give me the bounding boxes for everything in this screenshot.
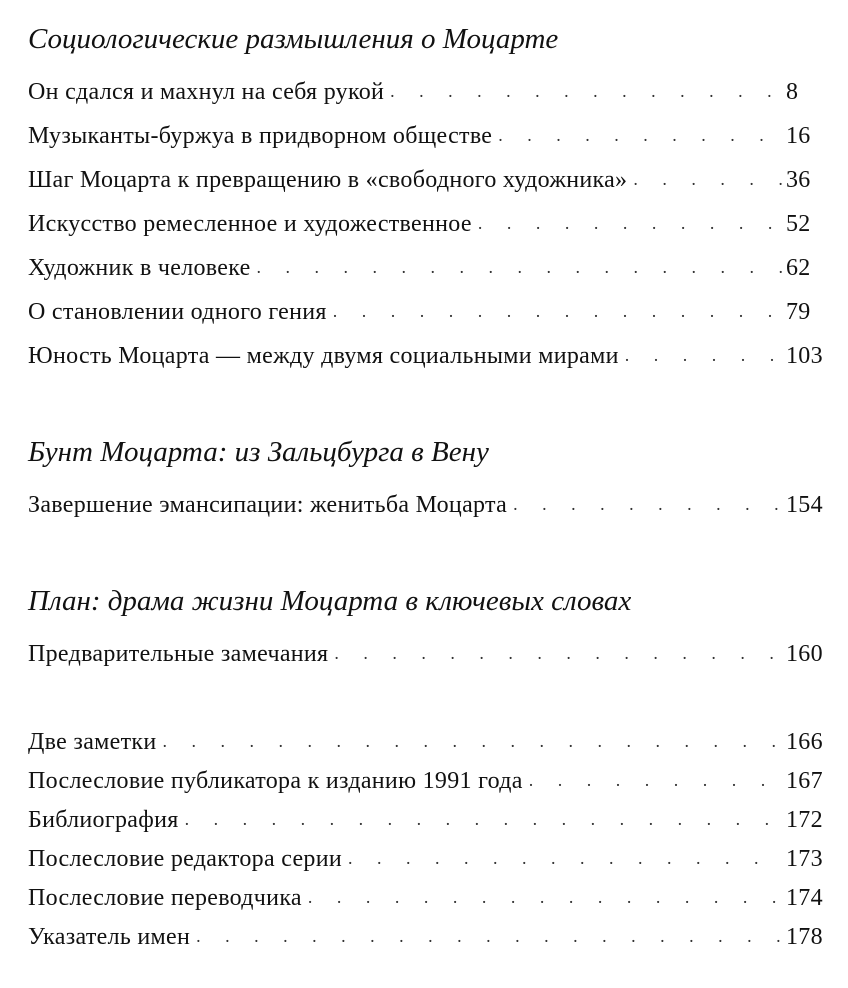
toc-entry-page: 62 — [786, 255, 811, 281]
toc-entry-page: 79 — [786, 299, 811, 325]
dot-leader — [162, 726, 782, 756]
toc-entry[interactable] — [28, 727, 824, 757]
toc-entry-page: 166 — [786, 729, 823, 755]
toc-entry[interactable] — [28, 121, 824, 151]
toc-entry[interactable] — [28, 165, 824, 195]
dot-leader — [257, 252, 782, 282]
toc-entry-label: Послесловие переводчика — [28, 885, 302, 911]
dot-leader — [633, 164, 782, 194]
dot-leader — [308, 882, 782, 912]
dot-leader — [478, 208, 782, 238]
toc-entry-label: О становлении одного гения — [28, 299, 327, 325]
toc-entry[interactable] — [28, 209, 824, 239]
toc-entry-label: Музыканты-буржуа в придворном обществе — [28, 123, 493, 149]
toc-entry-page: 103 — [786, 343, 823, 369]
toc-entry[interactable] — [28, 341, 824, 371]
dot-leader — [334, 638, 782, 668]
toc-entry-label: Предварительные замечания — [28, 641, 329, 667]
toc-entry[interactable] — [28, 297, 824, 327]
section-title: Социологические размышления о Моцарте — [28, 23, 559, 55]
dot-leader — [390, 76, 782, 106]
toc-entry-page: 36 — [786, 167, 811, 193]
toc-entry[interactable] — [28, 253, 824, 283]
toc-entry-page: 8 — [786, 79, 799, 105]
toc-entry-label: Завершение эмансипации: женитьба Моцарта — [28, 492, 508, 518]
toc-entry-label: Библиография — [28, 807, 179, 833]
toc-entry-page: 172 — [786, 807, 823, 833]
dot-leader — [185, 804, 782, 834]
dot-leader — [348, 843, 782, 873]
toc-entry[interactable] — [28, 639, 824, 669]
toc-entry-label: Юность Моцарта — между двумя социальными мирами — [28, 343, 619, 369]
toc-entry-label: Послесловие публикатора к изданию 1991 года — [28, 768, 523, 794]
toc-entry-label: Он сдался и махнул на себя рукой — [28, 79, 385, 105]
toc-entry[interactable] — [28, 766, 824, 796]
toc-entry[interactable] — [28, 844, 824, 874]
toc-entry-label: Две заметки — [28, 729, 157, 755]
toc-entry[interactable] — [28, 805, 824, 835]
section-title: План: драма жизни Моцарта в ключевых словах — [28, 585, 632, 617]
dot-leader — [529, 765, 782, 795]
toc-entry[interactable] — [28, 77, 824, 107]
toc-entry-page: 16 — [786, 123, 811, 149]
toc-entry-page: 178 — [786, 924, 823, 950]
dot-leader — [625, 340, 782, 370]
toc-entry-label: Послесловие редактора серии — [28, 846, 343, 872]
dot-leader — [196, 921, 782, 951]
toc-entry[interactable] — [28, 490, 824, 520]
section-title: Бунт Моцарта: из Зальцбурга в Вену — [28, 436, 489, 468]
toc-entry-page: 52 — [786, 211, 811, 237]
toc-entry[interactable] — [28, 922, 824, 952]
toc-entry-page: 154 — [786, 492, 823, 518]
toc-entry-label: Указатель имен — [28, 924, 191, 950]
dot-leader — [333, 296, 782, 326]
toc-entry[interactable] — [28, 883, 824, 913]
dot-leader — [498, 120, 782, 150]
toc-entry-page: 167 — [786, 768, 823, 794]
toc-entry-page: 173 — [786, 846, 823, 872]
toc-entry-label: Художник в человеке — [28, 255, 251, 281]
toc-entry-label: Искусство ремесленное и художественное — [28, 211, 472, 237]
toc-entry-page: 160 — [786, 641, 823, 667]
toc-entry-label: Шаг Моцарта к превращению в «свободного художника» — [28, 167, 628, 193]
toc-entry-page: 174 — [786, 885, 823, 911]
dot-leader — [513, 489, 782, 519]
